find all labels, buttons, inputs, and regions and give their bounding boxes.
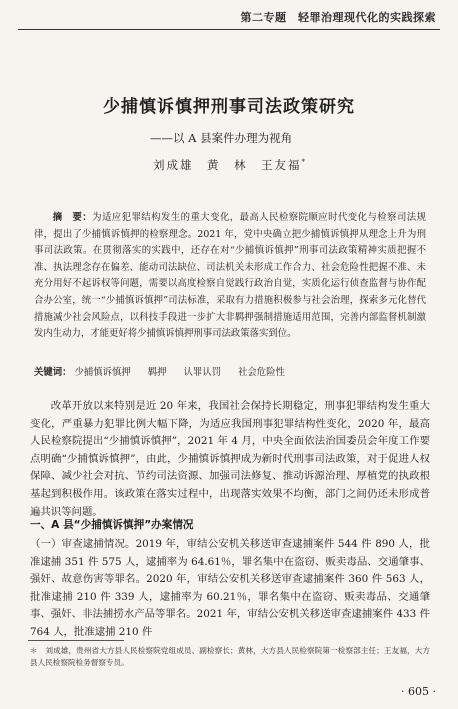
paper-subtitle: ——以 A 县案件办理为视角 [150, 131, 293, 145]
body-paragraph-arrests: （一）审查逮捕情况。2019 年，审结公安机关移送审查逮捕案件 544 件 890 人，批准逮捕 351 件 575 人，逮捕率为 64.61％，罪名集中在盗窃、贩卖毒品、交通肇事、强奸、故意伤害等罪名。2020 年，审结公安机关移送审查逮捕案件 360 件 563 人，批准逮捕 210 件 339 人，逮捕率为 60.21％，罪名集中在盗窃、贩卖毒品、交通肇事、强奸、非法捕捞水产品等罪名。2021 年，审结公安机关移送审查逮捕案件 433 件 764 人，批准逮捕 210 件 [30, 538, 430, 638]
keyword: 羁押 [147, 367, 167, 378]
keyword: 社会危险性 [238, 367, 285, 378]
paper-title: 少捕慎诉慎押刑事司法政策研究 [103, 97, 355, 117]
author-footnote-marker: * [301, 158, 305, 167]
abstract-label: 摘 要： [52, 212, 93, 223]
keyword: 少捕慎诉慎押 [74, 367, 131, 378]
abstract [34, 210, 426, 343]
footnote-rule [28, 640, 124, 641]
author-names: 刘成雄 黄 林 王友福 [153, 158, 302, 172]
header-rule [18, 29, 440, 30]
body-paragraph-intro: 改革开放以来特别是近 20 年来，我国社会保持长期稳定，刑事犯罪结构发生重大变化，严重暴力犯罪比例大幅下降，为适应我国刑事犯罪结构性变化，2020 年，最高人民检察院提出“少捕慎诉慎押”，2021 年 4 月，中央全面依法治国委员会年度工作要点明确“少捕慎诉慎押”，由此，少捕慎诉慎押成为新时代刑事司法政策，对于促进人权保障、减少社会对抗、节约司法资源、加强司法修复、推动诉源治理、厚植党的执政根基起到积极作用。该政策在落实过程中，出现落实效果不均衡，部门之间仍还未形成普遍共识等问题。 [30, 400, 430, 518]
author-line [0, 157, 458, 173]
abstract-text: 为适应犯罪结构发生的重大变化，最高人民检察院顺应时代变化与检察司法规律，提出了少捕慎诉慎押的检察理念。2021 年，党中央确立把少捕慎诉慎押从理念上升为刑事司法政策。在贯彻落实的实践中，还存在对“少捕慎诉慎押”刑事司法政策精神实质把握不准、执法理念存在偏差、能动司法缺位、司法机关未形成工作合力、社会危险性把握不准、未充分用好不起诉权等问题，需要以高度检察自觉践行政治自觉，实质化运行侦查监督与协作配合办公室，统一“少捕慎诉慎押”司法标准，采取有力措施积极参与社会治理，探索多元化替代措施减少社会风险点，以科技手段进一步扩大非羁押强制措施适用范围，完善内部监督机制激发内生动力，才能更好将少捕慎诉慎押刑事司法政策落实到位。 [34, 212, 426, 340]
keywords [34, 365, 426, 381]
section-heading: 一、A 县“少捕慎诉慎押”办案情况 [30, 519, 194, 531]
running-head: 第二专题 轻罪治理现代化的实践探索 [240, 11, 436, 24]
keyword: 认罪认罚 [183, 367, 222, 378]
page-number: · 605 · [401, 685, 436, 698]
keywords-label: 关键词： [34, 367, 72, 378]
author-footnote: ＊ 刘成雄，贵州省大方县人民检察院党组成员、副检察长；黄林，大方县人民检察院第一检察部主任；王友福，大方县人民检察院检务督察专员。 [30, 646, 430, 667]
